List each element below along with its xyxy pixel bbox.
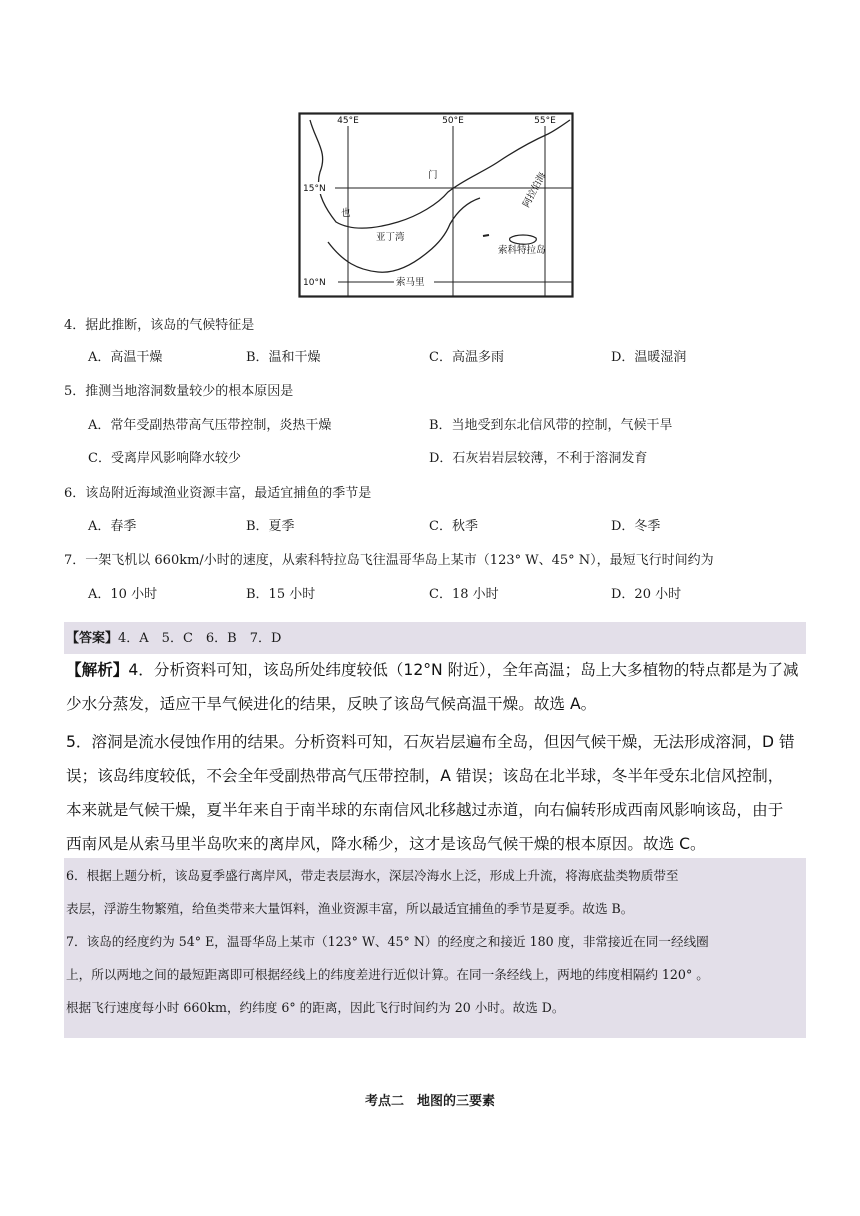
label-arabian-sea: 阿拉伯海 [520,170,549,210]
analysis-7-line-1: 7．该岛的经度约为 54° E，温哥华岛上某市（123° W、45° N）的经度之和接近 180 度，非常接近在同一经线圈 [66,934,709,949]
label-45e: 45°E [337,116,359,126]
analysis-5-line-4: 西南风是从索马里半岛吹来的离岸风，降水稀少，这才是该岛气候干燥的根本原因。故选 C。 [66,835,706,853]
label-10n: 10°N [303,278,326,288]
question-5-option-d: D．石灰岩岩层较薄，不利于溶洞发育 [429,451,648,466]
analysis-label: 【解析】 [66,661,129,679]
label-gulf-of-aden: 亚丁湾 [376,232,405,243]
analysis-7-line-2: 上，所以两地之间的最短距离即可根据经线上的纬度差进行近似计算。在同一条经线上，两地的纬度相隔约 120° 。 [66,967,709,982]
analysis-6-line-2: 表层，浮游生物繁殖，给鱼类带来大量饵料，渔业资源丰富，所以最适宜捕鱼的季节是夏季。故选 B。 [66,901,634,916]
region-map [298,112,574,298]
islet-mark [483,235,489,236]
question-7-option-b: B．15 小时 [246,587,316,602]
label-15n: 15°N [303,184,326,194]
analysis-6-line-1: 6．根据上题分析，该岛夏季盛行离岸风，带走表层海水，深层冷海水上泛，形成上升流，将海底盐类物质带至 [66,868,679,883]
answer-label: 【答案】 [66,631,119,646]
question-6-option-b: B．夏季 [246,519,295,534]
analysis-4-line-1: 4．分析资料可知，该岛所处纬度较低（12°N 附近），全年高温；岛上大多植物的特点都是为了减 [128,661,799,679]
question-5-option-b: B．当地受到东北信风带的控制，气候干旱 [429,418,673,433]
analysis-line-1 [66,659,799,681]
question-4-option-c: C．高温多雨 [429,350,504,365]
analysis-5-line-1: 5．溶洞是流水侵蚀作用的结果。分析资料可知，石灰岩层遍布全岛，但因气候干燥，无法形成溶洞，D 错 [66,733,795,751]
question-5-option-c: C．受离岸风影响降水较少 [88,451,241,466]
label-men: 门 [428,170,438,181]
analysis-7-line-3: 根据飞行速度每小时 660km，约纬度 6° 的距离，因此飞行时间约为 20 小时。故选 D。 [66,1000,565,1015]
question-5-option-a: A．常年受副热带高气压带控制，炎热干燥 [88,418,332,433]
label-socotra: 索科特拉岛 [498,245,546,256]
question-7-stem: 7．一架飞机以 660km/小时的速度，从索科特拉岛飞往温哥华岛上某市（123° W、45° N），最短飞行时间约为 [64,553,714,568]
answer-line [66,631,281,647]
answer-text: 4．A 5．C 6．B 7．D [118,631,282,646]
question-5-stem: 5．推测当地溶洞数量较少的根本原因是 [64,384,294,399]
question-4-option-d: D．温暖湿润 [611,350,687,365]
question-4-stem: 4．据此推断，该岛的气候特征是 [64,318,255,333]
question-6-stem: 6．该岛附近海域渔业资源丰富，最适宜捕鱼的季节是 [64,486,372,501]
map-graphic [298,112,574,298]
label-50e: 50°E [442,116,464,126]
analysis-5-line-3: 本来就是气候干燥，夏半年来自于南半球的东南信风北移越过赤道，向右偏转形成西南风影响该岛，由于 [66,801,784,819]
analysis-5-line-2: 误；该岛纬度较低，不会全年受副热带高气压带控制，A 错误；该岛在北半球，冬半年受东北信风控制， [66,767,784,785]
label-55e: 55°E [534,116,556,126]
socotra-island-shape [510,235,537,244]
question-7-option-d: D．20 小时 [611,587,682,602]
question-7-option-c: C．18 小时 [429,587,499,602]
question-6-option-a: A．春季 [88,519,137,534]
label-yemen: 也 [341,208,351,219]
analysis-4-line-2: 少水分蒸发，适应干旱气候进化的结果，反映了该岛气候高温干燥。故选 A。 [66,695,597,713]
label-somalia: 索马里 [396,277,425,288]
question-4-option-a: A．高温干燥 [88,350,163,365]
section-title: 考点二 地图的三要素 [364,1094,495,1109]
question-4-option-b: B．温和干燥 [246,350,321,365]
question-6-option-c: C．秋季 [429,519,478,534]
question-6-option-d: D．冬季 [611,519,661,534]
question-7-option-a: A．10 小时 [88,587,158,602]
